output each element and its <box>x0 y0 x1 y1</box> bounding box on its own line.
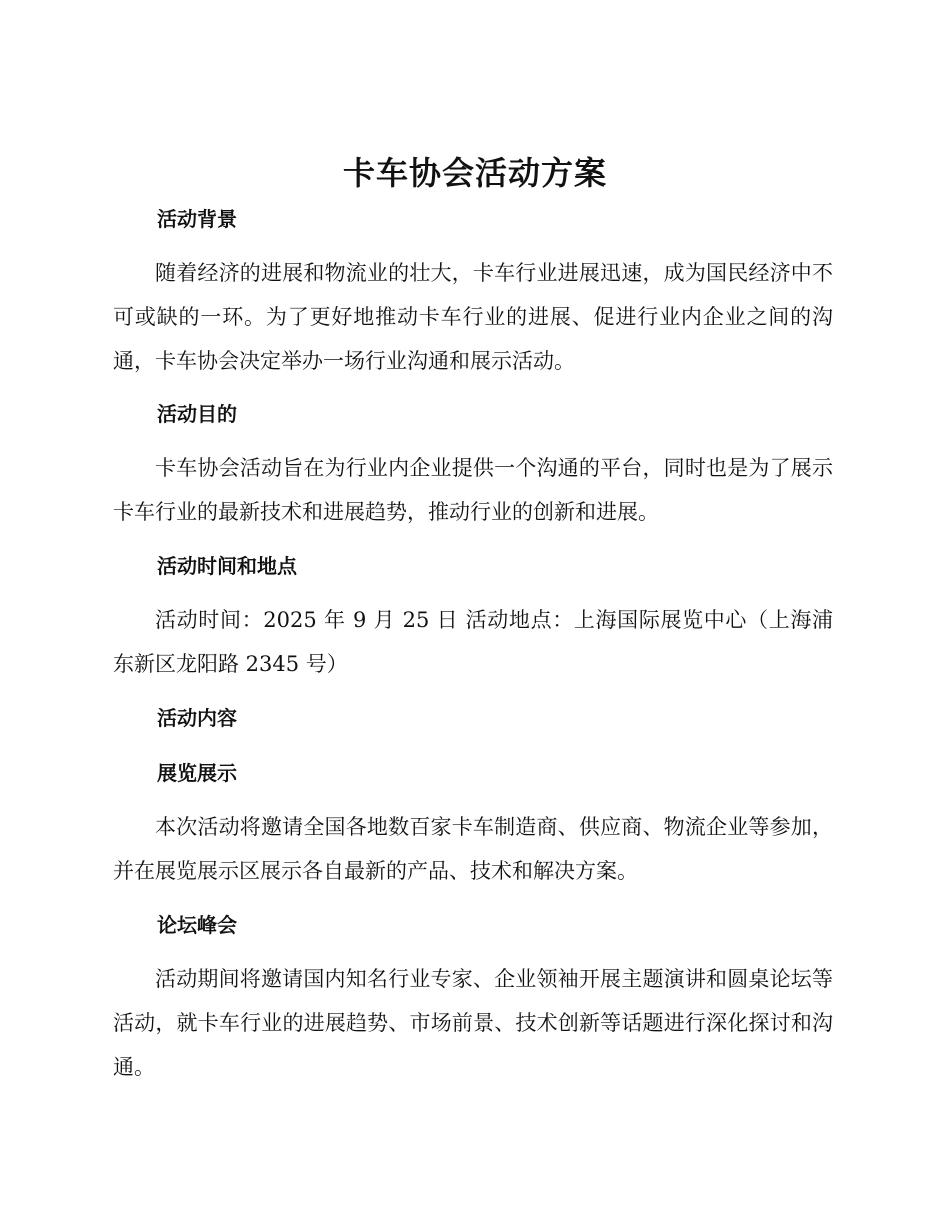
paragraph-forum: 活动期间将邀请国内知名行业专家、企业领袖开展主题演讲和圆桌论坛等活动，就卡车行业的进展趋势、市场前景、技术创新等话题进行深化探讨和沟通。 <box>113 967 833 1079</box>
heading-background: 活动背景 <box>157 207 237 231</box>
heading-exhibition: 展览展示 <box>157 761 237 785</box>
paragraph-background: 随着经济的进展和物流业的壮大，卡车行业进展迅速，成为国民经济中不可或缺的一环。为了更好地推动卡车行业的进展、促进行业内企业之间的沟通，卡车协会决定举办一场行业沟通和展示活动。 <box>113 261 833 373</box>
paragraph-time-place: 活动时间：2025 年 9 月 25 日 活动地点：上海国际展览中心（上海浦东新区龙阳路 2345 号） <box>113 608 833 676</box>
heading-forum: 论坛峰会 <box>157 913 237 937</box>
heading-content: 活动内容 <box>157 706 237 730</box>
paragraph-exhibition: 本次活动将邀请全国各地数百家卡车制造商、供应商、物流企业等参加，并在展览展示区展示各自最新的产品、技术和解决方案。 <box>113 815 833 883</box>
heading-purpose: 活动目的 <box>157 402 237 426</box>
heading-time-place: 活动时间和地点 <box>157 554 297 578</box>
paragraph-purpose: 卡车协会活动旨在为行业内企业提供一个沟通的平台，同时也是为了展示卡车行业的最新技术和进展趋势，推动行业的创新和进展。 <box>113 456 833 524</box>
document-title: 卡车协会活动方案 <box>342 154 607 192</box>
